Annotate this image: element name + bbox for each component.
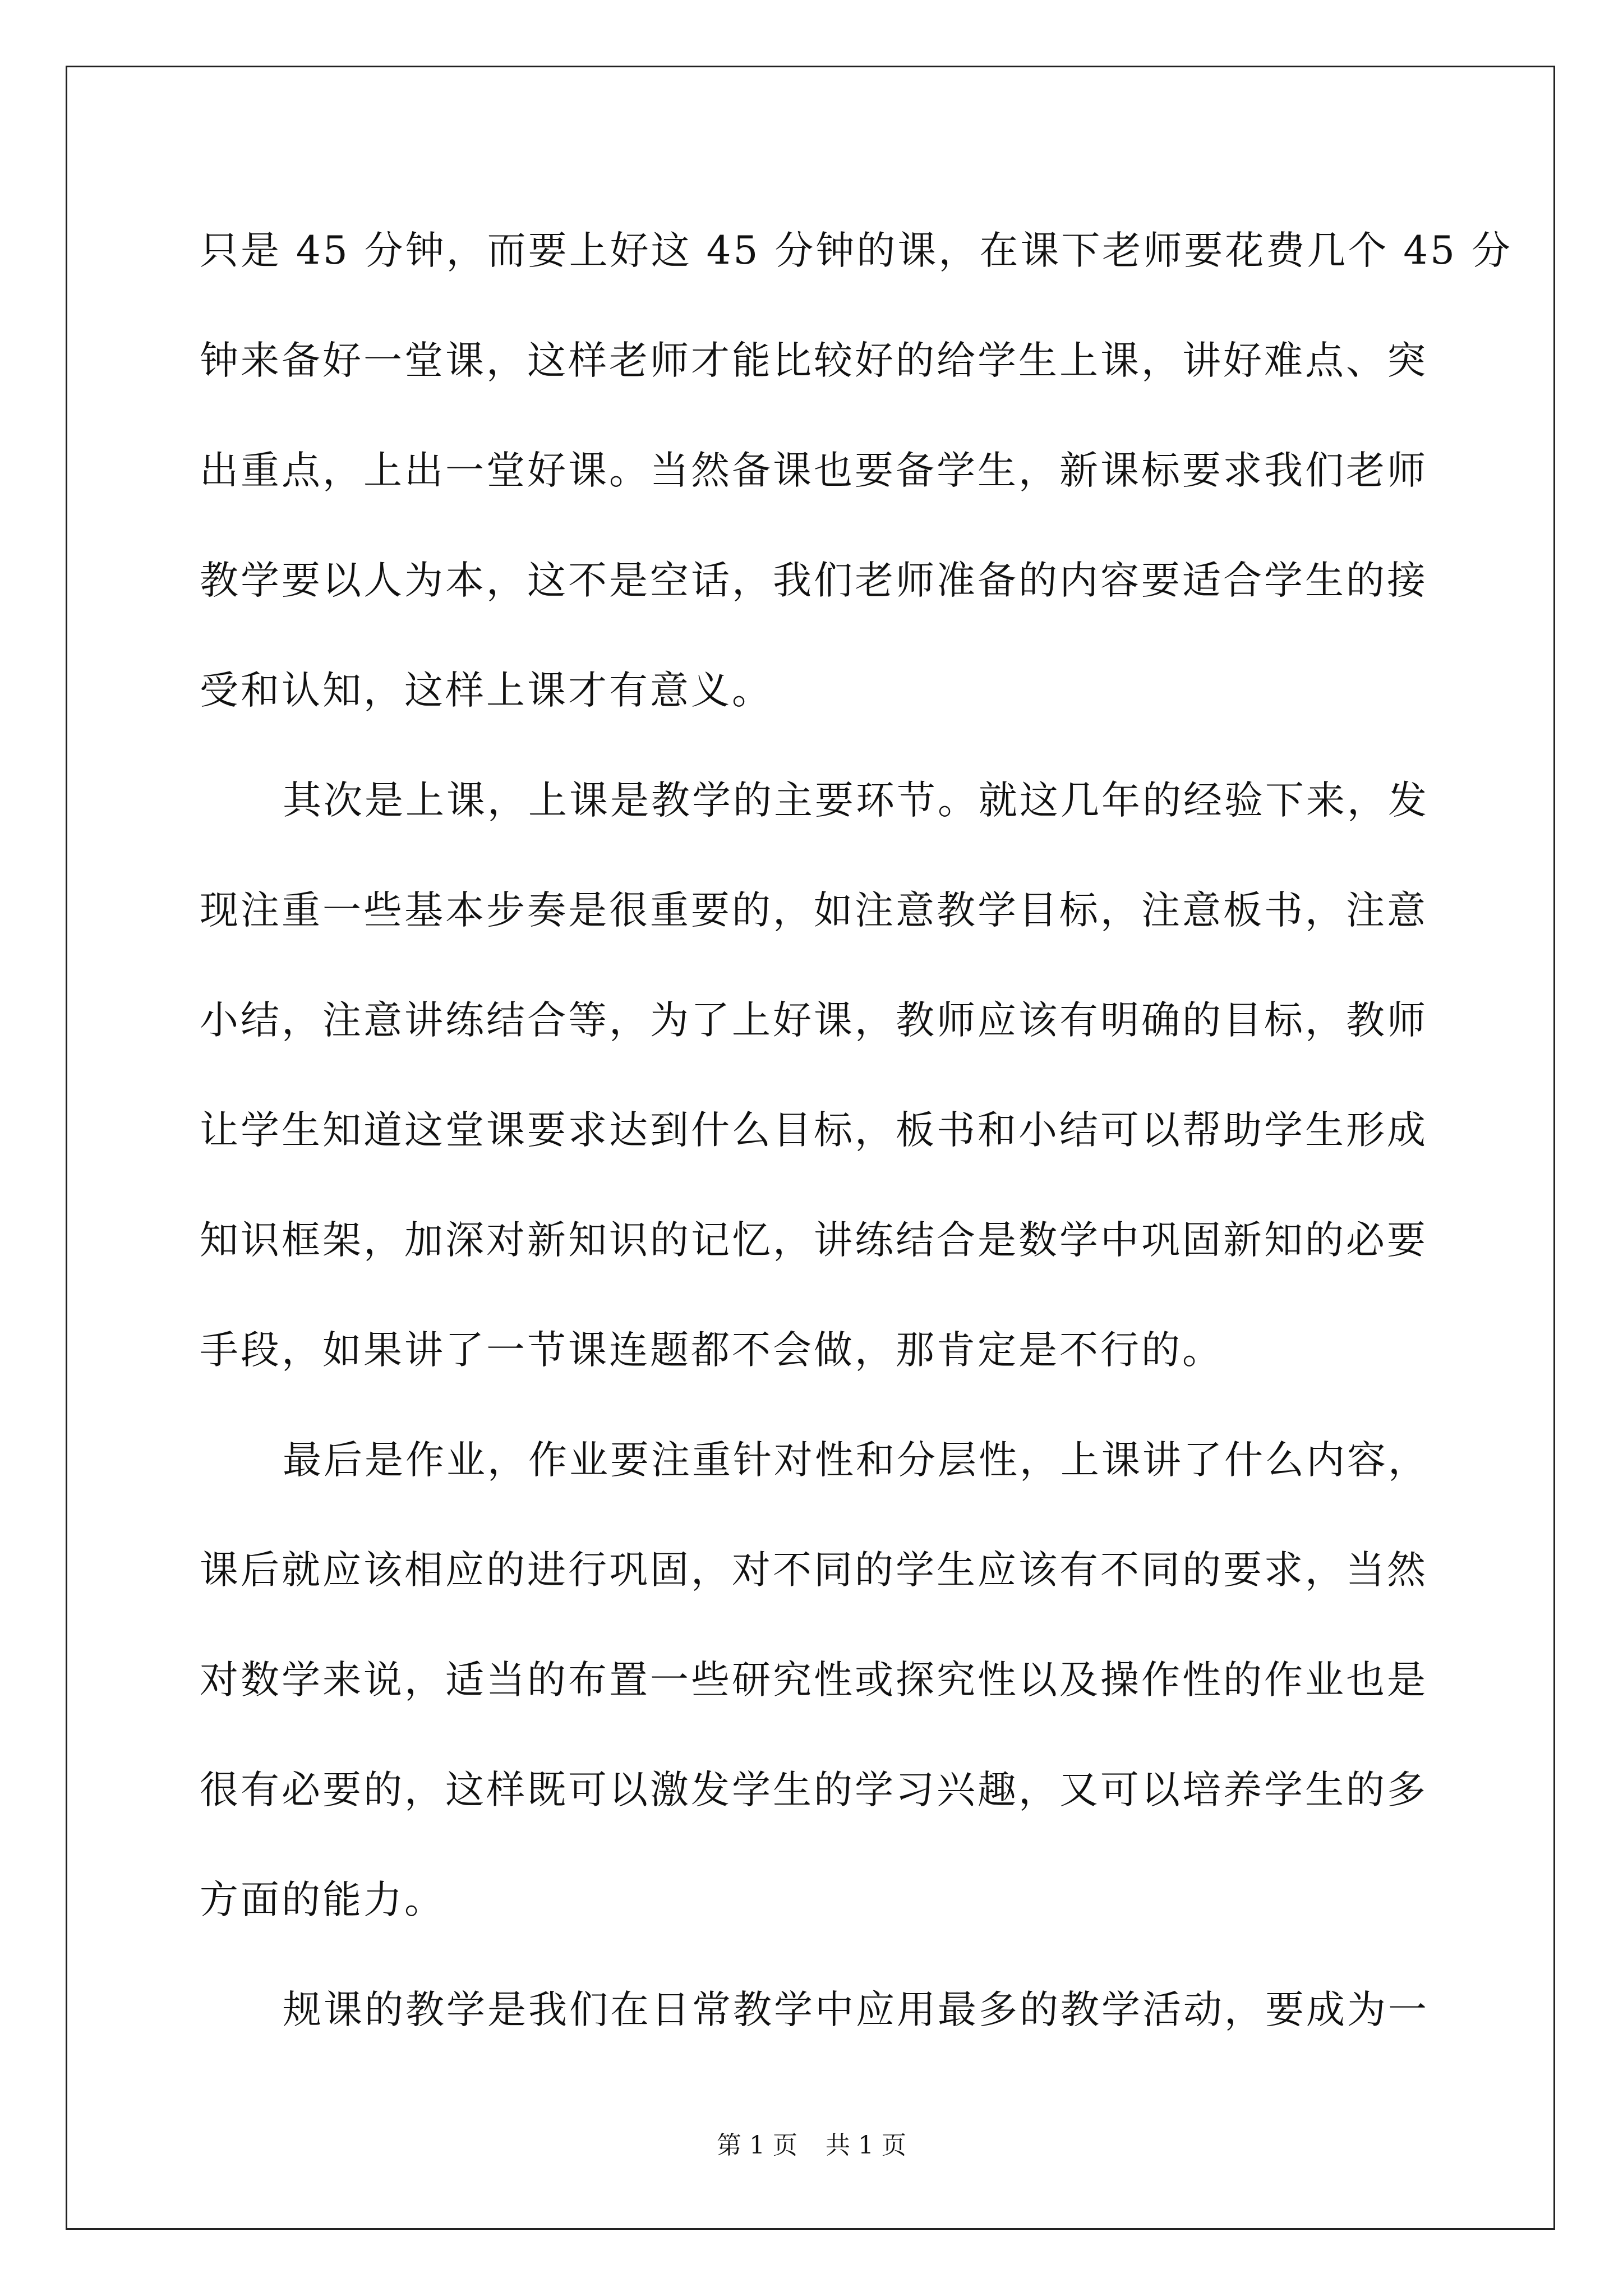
page-footer bbox=[0, 2125, 1623, 2161]
text-line: 小结，注意讲练结合等，为了上好课，教师应该有明确的目标，教师 bbox=[200, 998, 1428, 1043]
text-line: 让学生知道这堂课要求达到什么目标，板书和小结可以帮助学生形成 bbox=[200, 1108, 1428, 1153]
text-line: 很有必要的，这样既可以激发学生的学习兴趣，又可以培养学生的多 bbox=[200, 1768, 1428, 1812]
text-line: 教学要以人为本，这不是空话，我们老师准备的内容要适合学生的接 bbox=[200, 558, 1428, 603]
text-line: 知识框架，加深对新知识的记忆，讲练结合是数学中巩固新知的必要 bbox=[200, 1218, 1428, 1263]
text-line: 对数学来说，适当的布置一些研究性或探究性以及操作性的作业也是 bbox=[200, 1658, 1428, 1703]
paragraph-start-line: 规课的教学是我们在日常教学中应用最多的教学活动，要成为一 bbox=[283, 1987, 1429, 2032]
document-body bbox=[200, 209, 1513, 2078]
text-line: 课后就应该相应的进行巩固，对不同的学生应该有不同的要求，当然 bbox=[200, 1548, 1428, 1593]
text-line: 方面的能力。 bbox=[200, 1878, 445, 1922]
text-line: 出重点，上出一堂好课。当然备课也要备学生，新课标要求我们老师 bbox=[200, 448, 1428, 493]
text-line: 钟来备好一堂课，这样老师才能比较好的给学生上课，讲好难点、突 bbox=[200, 338, 1428, 383]
text-line: 受和认知，这样上课才有意义。 bbox=[200, 668, 773, 713]
paragraph-start-line: 最后是作业，作业要注重针对性和分层性，上课讲了什么内容， bbox=[283, 1438, 1429, 1483]
text-line: 只是 45 分钟，而要上好这 45 分钟的课，在课下老师要花费几个 45 分 bbox=[200, 228, 1513, 273]
page-number-total: 共 1 页 bbox=[826, 2131, 906, 2160]
paragraph-start-line: 其次是上课，上课是教学的主要环节。就这几年的经验下来，发 bbox=[283, 778, 1429, 823]
page-number-current: 第 1 页 bbox=[717, 2131, 797, 2160]
text-line: 手段，如果讲了一节课连题都不会做，那肯定是不行的。 bbox=[200, 1328, 1223, 1373]
text-line: 现注重一些基本步奏是很重要的，如注意教学目标，注意板书，注意 bbox=[200, 888, 1428, 933]
